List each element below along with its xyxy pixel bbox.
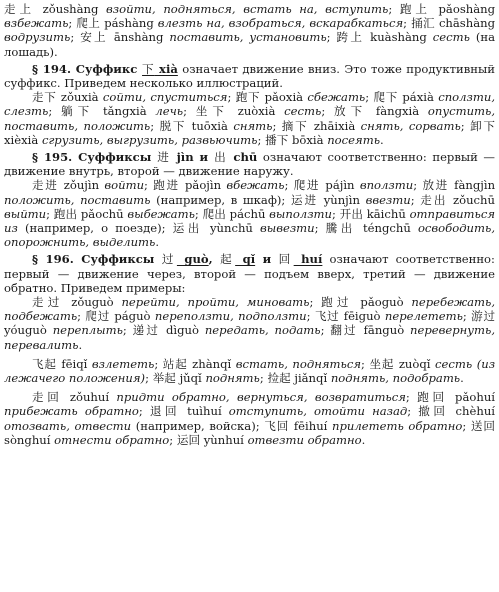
text-run: ;	[361, 356, 370, 371]
translation: перевернуть, перевалить	[4, 323, 496, 352]
pinyin-term: yóuguò	[4, 323, 53, 338]
translation: вползти	[359, 178, 414, 193]
pinyin-term: chèhuí	[455, 404, 496, 419]
translation: сбежать	[307, 90, 366, 105]
translation: влезть на, взобраться, вскарабкаться	[157, 16, 404, 31]
hanzi-term: 脱下	[159, 118, 192, 133]
paragraph-xia-examples	[4, 90, 495, 147]
pinyin-term: páxià	[402, 90, 439, 105]
bold-text: huí	[293, 252, 323, 267]
pinyin-term: fàngxià	[375, 104, 428, 119]
pinyin-term: xièxià	[4, 132, 42, 147]
translation: перебежать, подбежать	[4, 295, 496, 324]
text-run: ;	[320, 323, 331, 338]
hanzi-term: 飞回	[264, 418, 294, 433]
translation: снять, сорвать	[360, 118, 461, 133]
bold-text: chū	[227, 150, 258, 165]
hanzi-term: 爬上	[76, 16, 105, 31]
hanzi-term: 下	[142, 61, 155, 76]
text-run: .	[78, 337, 83, 352]
bold-text: и	[199, 150, 215, 165]
hanzi-term: 卸下	[470, 118, 496, 133]
pinyin-term: jǔqǐ	[179, 371, 206, 386]
text-run: ;	[259, 371, 268, 386]
translation: прибежать обратно	[4, 404, 139, 419]
pinyin-term: ānshàng	[113, 30, 170, 45]
hanzi-term: 开出	[339, 206, 367, 221]
hanzi-term: 站起	[162, 356, 193, 371]
translation: сесть	[284, 104, 322, 119]
text-run: ;	[331, 206, 340, 221]
text-run: .	[361, 432, 366, 447]
translation: отправиться из	[4, 206, 496, 236]
translation: опустить, поставить, положить	[4, 104, 496, 133]
translation: (из лежачего положения)	[4, 356, 496, 386]
pinyin-term: zǒushàng	[42, 2, 107, 16]
paragraph-qi-examples	[4, 357, 495, 385]
translation: вывезти	[260, 221, 315, 236]
hanzi-term: 翻过	[330, 323, 364, 338]
translation: посеять	[327, 132, 381, 147]
translation: лечь	[155, 104, 184, 119]
text-run: ;	[183, 104, 196, 119]
pinyin-term: bōxià	[291, 132, 328, 147]
hanzi-term: 放进	[422, 178, 455, 193]
translation: вбежать	[226, 178, 285, 193]
text-run: ;	[388, 2, 400, 16]
text-run: ;	[403, 16, 412, 31]
text-run: ;	[462, 309, 472, 324]
translation: освободить, опорожнить, выделить	[4, 221, 496, 250]
pinyin-term: zuòxià	[237, 104, 285, 119]
translation: сесть	[432, 30, 476, 45]
text-run: ;	[227, 90, 236, 105]
hanzi-term: 走回	[32, 390, 70, 405]
hanzi-term: 跑出	[53, 206, 81, 221]
bold-text: xià	[154, 61, 178, 76]
translation: поднять	[205, 371, 260, 386]
pinyin-term: tuōxià	[191, 118, 234, 133]
text-run: ;	[154, 356, 163, 371]
section-label: § 194. Суффикс	[32, 61, 143, 76]
text-run: ;	[169, 432, 177, 447]
text-run: (например, войска);	[135, 418, 265, 433]
translation: отозвать, отвести	[4, 418, 136, 433]
hanzi-term: 爬出	[202, 206, 230, 221]
bold-text: и	[255, 252, 279, 267]
section-195-heading	[4, 150, 495, 178]
pinyin-term: chāshàng	[438, 16, 496, 31]
translation: придти обратно, вернуться, возвратиться	[116, 390, 406, 405]
pinyin-term: zhànqǐ	[192, 356, 236, 371]
text-run: .	[460, 371, 464, 386]
hanzi-term: 跑过	[321, 295, 361, 310]
translation: перейти, пройти, миновать	[121, 295, 310, 310]
hanzi-term: 递过	[132, 323, 166, 338]
pinyin-term: zǒuhuí	[69, 390, 117, 405]
hanzi-term: 跑进	[153, 178, 185, 193]
pinyin-term: páchū	[229, 206, 270, 221]
hanzi-term: 起	[220, 252, 236, 267]
pinyin-term: tǎngxià	[102, 104, 156, 119]
hanzi-term: 播下	[265, 132, 292, 147]
pinyin-term: fānguò	[363, 323, 411, 338]
translation: сползти, слезть	[4, 90, 496, 119]
hanzi-term: 游过	[471, 309, 496, 324]
text-run: ;	[194, 206, 203, 221]
hanzi-term: 进	[157, 150, 171, 165]
text-run: ;	[46, 206, 54, 221]
hanzi-term: 捡起	[267, 371, 295, 386]
text-run: ;	[365, 90, 374, 105]
text-run: ;	[138, 404, 150, 419]
text-run: ;	[410, 192, 421, 207]
bold-text: qǐ	[235, 252, 256, 267]
pinyin-term: yùnchū	[209, 221, 261, 236]
text-run: ;	[150, 118, 160, 133]
pinyin-term: fàngjìn	[454, 178, 496, 193]
translation: переползти, подползти	[154, 309, 307, 324]
pinyin-term: zǒujìn	[63, 178, 105, 193]
pinyin-term: zuòqǐ	[398, 356, 436, 371]
translation: сесть	[435, 356, 477, 371]
text-run: (например, о поезде);	[24, 221, 173, 236]
hanzi-term: 飞起	[32, 356, 62, 371]
translation: прилететь обратно	[332, 418, 463, 433]
hanzi-term: 走过	[32, 295, 72, 310]
pinyin-term: fēiqǐ	[61, 356, 92, 371]
translation: взбежать	[4, 16, 69, 31]
hanzi-term: 走进	[32, 178, 64, 193]
hanzi-term: 爬过	[85, 309, 115, 324]
text-run: ;	[122, 323, 133, 338]
pinyin-term: zǒuxià	[60, 90, 103, 105]
text-run: ;	[48, 104, 61, 119]
hanzi-term: 送回	[470, 418, 495, 433]
text-run: ;	[321, 104, 334, 119]
text-run: ;	[306, 309, 315, 324]
translation: переплыть	[52, 323, 123, 338]
pinyin-term: páguò	[114, 309, 155, 324]
pinyin-term: kāichū	[366, 206, 410, 221]
hanzi-term: 走出	[420, 192, 453, 207]
text-run: ;	[145, 371, 153, 386]
translation: поднять, подобрать	[330, 371, 461, 386]
hanzi-term: 爬下	[373, 90, 403, 105]
translation: отвезти обратно	[247, 432, 362, 447]
hanzi-term: 走上	[4, 2, 43, 16]
text-run: ;	[413, 178, 423, 193]
paragraph-shang-examples	[4, 2, 495, 59]
hanzi-term: 捅汇	[411, 16, 439, 31]
translation: взлететь	[91, 356, 155, 371]
hanzi-term: 安上	[80, 30, 114, 45]
translation: водрузить	[4, 30, 71, 45]
hanzi-term: 回	[278, 252, 294, 267]
text-run: (например, в шкаф);	[156, 192, 291, 207]
text-run: (на лошадь).	[4, 30, 496, 59]
text-run: ;	[77, 309, 86, 324]
hanzi-term: 运回	[176, 432, 204, 447]
hanzi-term: 飞过	[314, 309, 344, 324]
pinyin-term: zhāixià	[313, 118, 361, 133]
translation: перелететь	[384, 309, 463, 324]
hanzi-term: 爬进	[293, 178, 326, 193]
text-run: ;	[326, 30, 337, 45]
translation: поставить, установить	[169, 30, 327, 45]
text-run: ;	[460, 118, 471, 133]
section-label: § 196. Суффиксы	[32, 252, 162, 267]
translation: сойти, спуститься	[102, 90, 228, 105]
text-run: ;	[144, 178, 154, 193]
hanzi-term: 跑上	[399, 2, 439, 16]
translation: взойти, подняться, встать на, вступить	[106, 2, 389, 16]
hanzi-term: 放下	[333, 104, 376, 119]
hanzi-term: 跑回	[417, 390, 456, 405]
pinyin-term: pǎoxià	[264, 90, 308, 105]
translation: отнести обратно	[54, 432, 170, 447]
pinyin-term: yùnhuí	[203, 432, 248, 447]
pinyin-term: tuìhuí	[187, 404, 229, 419]
text-run: означает движение вниз. Это тоже продуктивный суффикс. Приведем несколько иллюстраций.	[4, 61, 495, 91]
paragraph-guo-examples	[4, 295, 495, 352]
text-run: ;	[405, 390, 418, 405]
hanzi-term: 举起	[152, 371, 180, 386]
pinyin-term: zǒuchū	[453, 192, 495, 207]
text-run: ;	[309, 295, 322, 310]
section-194-heading	[4, 62, 495, 90]
hanzi-term: 退回	[149, 404, 188, 419]
pinyin-term: yùnjìn	[323, 192, 366, 207]
text-run: ;	[70, 30, 81, 45]
text-run: ;	[462, 418, 471, 433]
hanzi-term: 走下	[32, 90, 61, 105]
pinyin-term: kuàshàng	[370, 30, 433, 45]
pinyin-term: zǒuguò	[71, 295, 122, 310]
hanzi-term: 騰出	[325, 221, 363, 236]
hanzi-term: 运出	[172, 221, 210, 236]
pinyin-term: fēihuí	[293, 418, 332, 433]
hanzi-term: 跨上	[336, 30, 371, 45]
text-run: ;	[284, 178, 294, 193]
hanzi-term: 躺下	[61, 104, 103, 119]
hanzi-term: 坐下	[195, 104, 238, 119]
hanzi-term: 撤回	[418, 404, 456, 419]
bold-text: ,	[208, 252, 221, 267]
paragraph-hui-examples	[4, 390, 495, 447]
translation: войти	[104, 178, 145, 193]
hanzi-term: 运进	[290, 192, 324, 207]
text-run: .	[380, 132, 384, 147]
translation: встать, подняться	[235, 356, 362, 371]
pinyin-term: páshàng	[104, 16, 158, 31]
text-run: ;	[314, 221, 326, 236]
pinyin-term: dìguò	[166, 323, 205, 338]
pinyin-term: pǎohuí	[455, 390, 496, 405]
translation: ввезти	[365, 192, 411, 207]
bold-text: jìn	[170, 150, 200, 165]
text-run: ;	[407, 404, 419, 419]
text-run: .	[155, 235, 160, 250]
translation: выползти	[269, 206, 332, 221]
hanzi-term: 过	[161, 252, 177, 267]
translation: передать, подать	[204, 323, 321, 338]
text-run: ;	[68, 16, 77, 31]
text-run: означают соответственно: первый — движение через, второй — подъем вверх, третий — движение обратно. Приведем примеры:	[4, 252, 495, 295]
pinyin-term: pǎoshàng	[438, 2, 496, 16]
section-label: § 195. Суффиксы	[32, 150, 158, 165]
paragraph-jin-chu-examples	[4, 178, 495, 249]
hanzi-term: 坐起	[369, 356, 399, 371]
translation: положить, поставить	[4, 192, 157, 207]
pinyin-term: fēiguò	[343, 309, 385, 324]
hanzi-term: 摘下	[281, 118, 314, 133]
text-run: ;	[272, 118, 282, 133]
translation: выйти	[4, 206, 47, 221]
bold-text: guò	[176, 252, 209, 267]
hanzi-term: 跑下	[235, 90, 265, 105]
section-196-heading	[4, 252, 495, 295]
pinyin-term: pǎoguò	[360, 295, 412, 310]
pinyin-term: pǎojìn	[184, 178, 227, 193]
text-run: означают соответственно: первый — движение внутрь, второй — движение наружу.	[4, 150, 495, 179]
pinyin-term: téngchū	[362, 221, 418, 236]
translation: отступить, отойти назад	[228, 404, 408, 419]
translation: сгрузить, выгрузить, развьючить	[41, 132, 258, 147]
text-run: ;	[257, 132, 266, 147]
hanzi-term: 出	[214, 150, 228, 165]
translation: выбежать	[127, 206, 195, 221]
pinyin-term: jiǎnqǐ	[294, 371, 331, 386]
translation: снять	[233, 118, 273, 133]
pinyin-term: sònghuí	[4, 432, 55, 447]
pinyin-term: pájìn	[325, 178, 360, 193]
pinyin-term: pǎochū	[80, 206, 128, 221]
